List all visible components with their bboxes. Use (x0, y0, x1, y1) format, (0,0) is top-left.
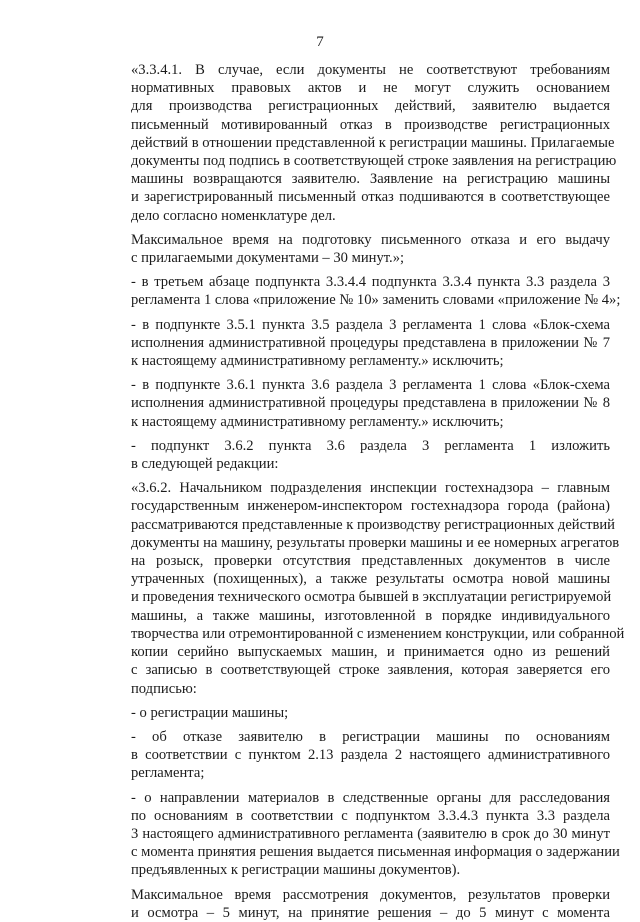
paragraph-line: документы на машину, результаты проверки машины и ее номерных агрегатов (131, 534, 620, 551)
paragraph-line: «3.3.4.1. В случае, если документы не соответствуют требованиям (131, 62, 610, 78)
paragraph-line: с прилагаемыми документами – 30 минут.»; (131, 250, 405, 267)
page-number: 7 (316, 34, 324, 50)
paragraph-line: в соответствии с пунктом 2.13 раздела 2 настоящего административного (131, 747, 610, 764)
paragraph-line: 3 настоящего административного регламента (заявителю в срок до 30 минут (131, 825, 610, 842)
paragraph (96, 376, 610, 431)
paragraph-line: машины, а также машины, изготовленной в порядке индивидуального (131, 607, 610, 624)
paragraph-line: регламента; (131, 765, 205, 782)
paragraph-line: - о направлении материалов в следственные органы для расследования (131, 789, 610, 806)
paragraph-line: письменный мотивированный отказ в производстве регистрационных (131, 116, 610, 133)
paragraph-line: исполнения административной процедуры представлена в приложении № 8 (131, 395, 610, 412)
paragraph-line: с записью в соответствующей строке заявления, которая заверяется его (131, 662, 610, 679)
paragraph-line: утраченных (похищенных), а также результаты осмотра новой машины (131, 571, 610, 588)
paragraph-line: - в подпункте 3.6.1 пункта 3.6 раздела 3 регламента 1 слова «Блок-схема (131, 377, 610, 394)
paragraph-line: и зарегистрированный письменный отказ подшиваются в соответствующее (131, 189, 610, 206)
paragraph-line: рассматриваются представленные к производству регистрационных действий (131, 516, 615, 533)
paragraph-line: копии серийно выпускаемых машин, и принимается одно из решений (131, 644, 610, 661)
paragraph (96, 61, 617, 225)
paragraph (96, 704, 610, 722)
paragraph-line: по основаниям в соответствии с подпунктом 3.3.4.3 пункта 3.3 раздела (131, 807, 610, 824)
paragraph-line: для производства регистрационных действий, заявителю выдается (131, 98, 610, 115)
paragraph (96, 789, 620, 880)
paragraph-line: регламента 1 слова «приложение № 10» заменить словами «приложение № 4»; (131, 292, 621, 309)
paragraph-line: нормативных правовых актов и не могут служить основанием (131, 80, 610, 97)
paragraph (96, 437, 610, 473)
paragraph (96, 273, 621, 309)
paragraph-line: к настоящему административному регламенту.» исключить; (131, 413, 504, 430)
document-body (96, 61, 625, 922)
paragraph-line: - в подпункте 3.5.1 пункта 3.5 раздела 3 регламента 1 слова «Блок-схема (131, 316, 610, 333)
paragraph-line: с момента принятия решения выдается письменная информация о задержании (131, 844, 620, 861)
paragraph-line: предъявленных к регистрации машины документов). (131, 862, 461, 879)
paragraph-line: действий в отношении представленной к регистрации машины. Прилагаемые (131, 134, 615, 151)
paragraph-line: документы под подпись в соответствующей строке заявления на регистрацию (131, 153, 617, 170)
paragraph (96, 886, 610, 922)
paragraph-line: исполнения административной процедуры представлена в приложении № 7 (131, 334, 610, 351)
paragraph-line: в следующей редакции: (131, 456, 279, 473)
paragraph-line: Максимальное время на подготовку письменного отказа и его выдачу (131, 231, 610, 248)
paragraph-line: и проведения технического осмотра бывшей в эксплуатации регистрируемой (131, 589, 612, 606)
paragraph-line: подписью: (131, 680, 197, 697)
paragraph-line: машины возвращаются заявителю. Заявление на регистрацию машины (131, 171, 610, 188)
paragraph-line: - подпункт 3.6.2 пункта 3.6 раздела 3 регламента 1 изложить (131, 437, 610, 454)
paragraph-line: творчества или отремонтированной с изменением конструкции, или собранной (131, 625, 625, 642)
paragraph-line: - в третьем абзаце подпункта 3.3.4.4 подпункта 3.3.4 пункта 3.3 раздела 3 (131, 274, 610, 291)
paragraph-line: - о регистрации машины; (131, 704, 289, 721)
paragraph (96, 231, 610, 267)
paragraph-line: государственным инженером-инспектором гостехнадзора города (района) (131, 498, 610, 515)
paragraph-line: и осмотра – 5 минут, на принятие решения – до 5 минут с момента (131, 904, 610, 921)
paragraph-line: дело согласно номенклатуре дел. (131, 207, 336, 224)
paragraph (96, 728, 610, 783)
paragraph-line: - об отказе заявителю в регистрации машины по основаниям (131, 728, 610, 745)
paragraph (96, 479, 625, 697)
paragraph (96, 316, 610, 371)
paragraph-line: на розыск, проверки отсутствия представленных документов в числе (131, 553, 610, 570)
paragraph-line: «3.6.2. Начальником подразделения инспекции гостехнадзора – главным (131, 480, 610, 497)
paragraph-line: к настоящему административному регламенту.» исключить; (131, 353, 504, 370)
paragraph-line: Максимальное время рассмотрения документов, результатов проверки (131, 886, 610, 903)
